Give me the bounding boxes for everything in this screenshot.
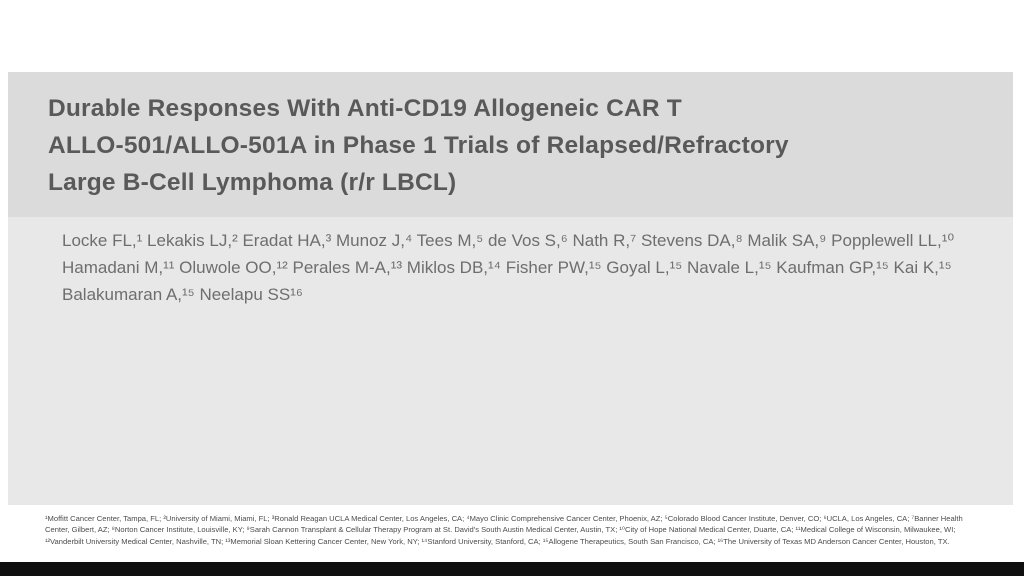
bottom-bar [0,562,1024,576]
authors-band [8,217,1013,505]
authors-line-3: Balakumaran A,¹⁵ Neelapu SS¹⁶ [62,285,303,304]
title-line-3: Large B-Cell Lymphoma (r/r LBCL) [48,169,457,196]
title-band [8,72,1013,217]
title-line-1: Durable Responses With Anti-CD19 Allogeneic CAR T [48,95,682,122]
authors-line-2: Hamadani M,¹¹ Oluwole OO,¹² Perales M-A,¹³ Miklos DB,¹⁴ Fisher PW,¹⁵ Goyal L,¹⁵ Navale L,¹⁵ Kaufman GP,¹⁵ Kai K,¹⁵ [62,258,952,277]
affiliations-line-2: Center, Gilbert, AZ; ⁸Norton Cancer Institute, Louisville, KY; ⁹Sarah Cannon Transplant & Cellular Therapy Program at St. David's South Austin Medical Center, Austin, TX; ¹⁰City of Hope National Medical Center, Duarte, CA; ¹¹Medical College of Wisconsin, Milwaukee, WI; [45,525,956,535]
authors-line-1: Locke FL,¹ Lekakis LJ,² Eradat HA,³ Munoz J,⁴ Tees M,⁵ de Vos S,⁶ Nath R,⁷ Stevens DA,⁸ Malik SA,⁹ Popplewell LL,¹⁰ [62,231,955,250]
title-line-2: ALLO-501/ALLO-501A in Phase 1 Trials of Relapsed/Refractory [48,132,789,159]
affiliations-line-3: ¹²Vanderbilt University Medical Center, Nashville, TN; ¹³Memorial Sloan Kettering Cancer Center, New York, NY; ¹⁴Stanford University, Stanford, CA; ¹⁵Allogene Therapeutics, South San Francisco, CA; ¹⁶The University of Texas MD Anderson Cancer Center, Houston, TX. [45,536,950,546]
slide-title [48,90,789,201]
affiliations-footnote [45,513,985,547]
affiliations-line-1: ¹Moffitt Cancer Center, Tampa, FL; ²University of Miami, Miami, FL; ³Ronald Reagan UCLA Medical Center, Los Angeles, CA; ⁴Mayo Clinic Comprehensive Cancer Center, Phoenix, AZ; ⁵Colorado Blood Cancer Institute, Denver, CO; ⁶UCLA, Los Angeles, CA; ⁷Banner Health [45,514,963,523]
author-list [62,227,962,308]
